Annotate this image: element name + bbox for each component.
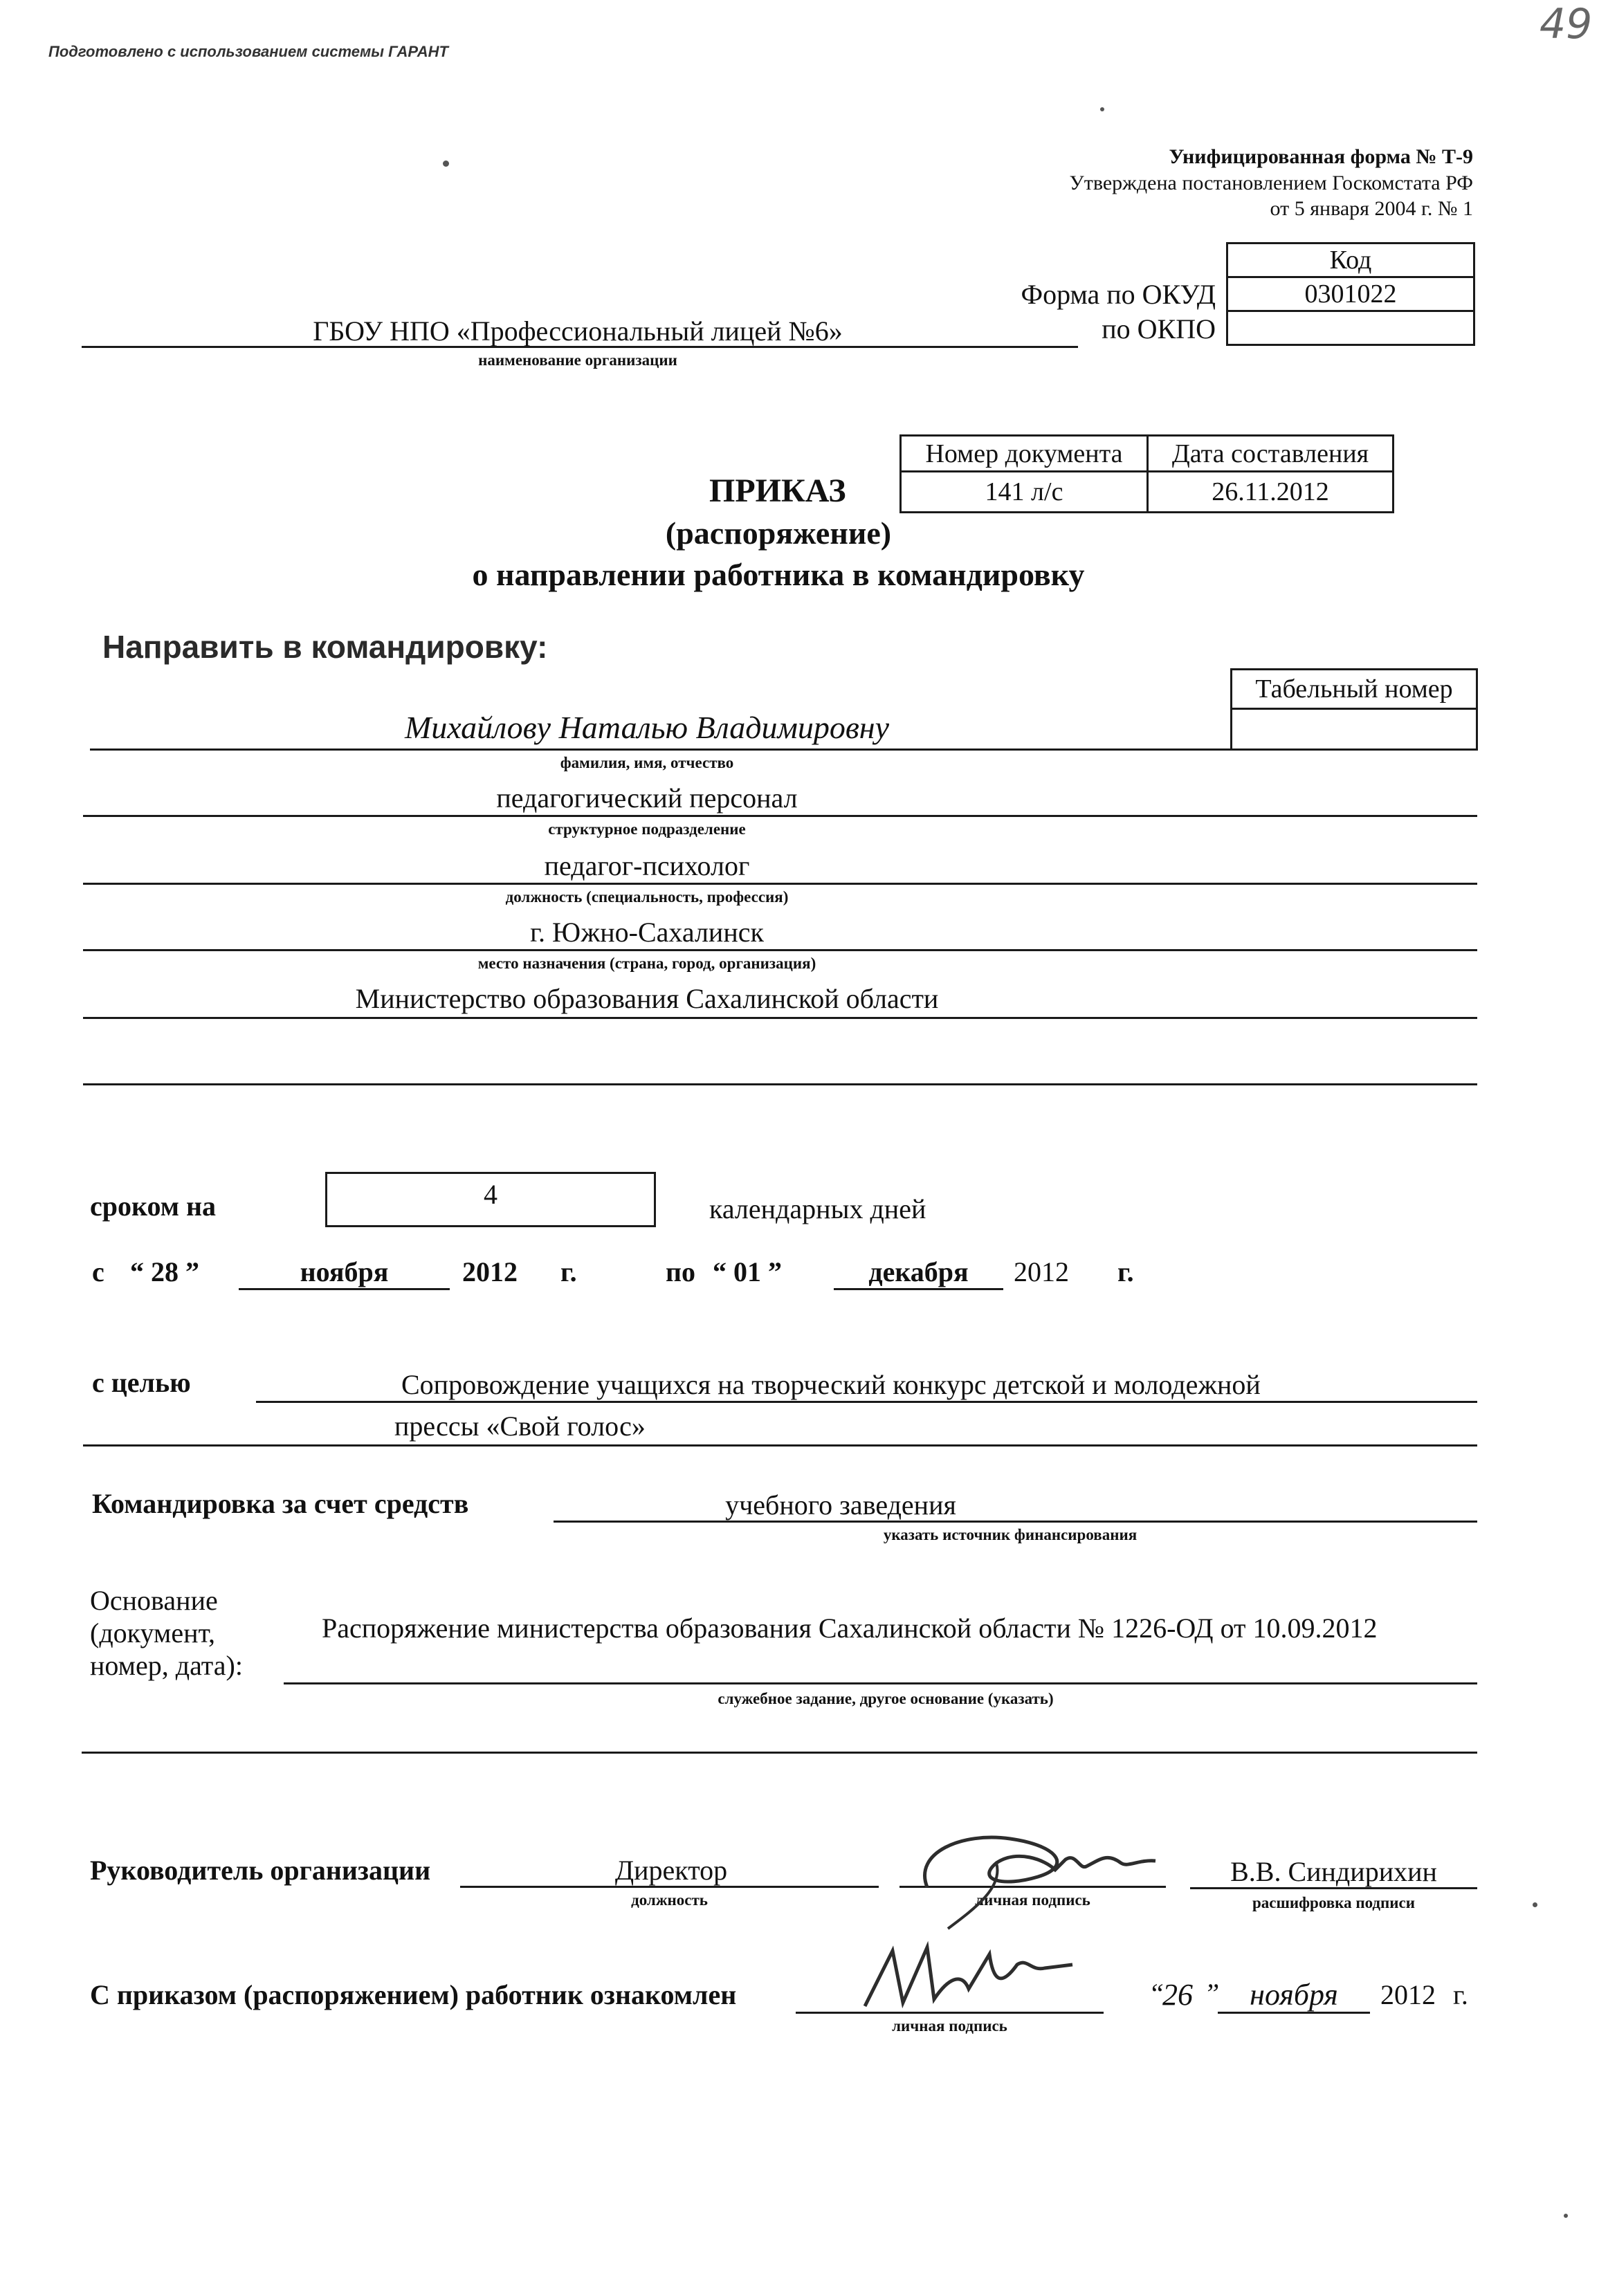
doc-date-header-cell: [1146, 434, 1394, 472]
to-year-suffix: г.: [1117, 1256, 1134, 1287]
funding-underline: [554, 1521, 1477, 1523]
doc-date-cell: [1146, 470, 1394, 513]
okud-label: Форма по ОКУД: [1021, 279, 1216, 310]
ack-month-underline: [1218, 2012, 1370, 2014]
destination-organization: Министерство образования Сахалинской области: [355, 983, 939, 1014]
tab-number-value-cell: [1230, 708, 1478, 751]
organization-caption: наименование организации: [478, 351, 677, 369]
from-year-suffix: г.: [560, 1256, 577, 1287]
doc-number-header-cell: [899, 434, 1149, 472]
from-day: “ 28 ”: [130, 1256, 199, 1287]
employee-full-name: Михайлову Наталью Владимировну: [404, 710, 890, 745]
purpose-line-1: Сопровождение учащихся на творческий конкурс детской и молодежной: [401, 1369, 1261, 1400]
doc-date-header: Дата составления: [1171, 439, 1369, 468]
basis-label-3: номер, дата):: [90, 1650, 243, 1681]
department-value: педагогический персонал: [496, 782, 798, 814]
to-day: “ 01 ”: [713, 1256, 782, 1287]
code-header: Код: [1329, 246, 1372, 275]
from-prefix: с: [92, 1256, 104, 1287]
ack-signature-scribble: [851, 1923, 1100, 2020]
approval-line-2: от 5 января 2004 г. № 1: [1270, 197, 1473, 220]
tab-number-header-cell: [1230, 668, 1478, 710]
approval-line-1: Утверждена постановлением Госкомстата РФ: [1069, 172, 1473, 194]
send-label: Направить в командировку:: [102, 629, 548, 665]
to-year: 2012: [1014, 1256, 1069, 1287]
days-value: 4: [484, 1179, 497, 1210]
organization-name: ГБОУ НПО «Профессиональный лицей №6»: [313, 315, 843, 347]
garant-note: Подготовлено с использованием системы ГАРАНТ: [48, 43, 448, 60]
to-month: декабря: [868, 1256, 969, 1287]
funding-label: Командировка за счет средств: [92, 1488, 469, 1519]
form-title: Унифицированная форма № Т-9: [1169, 145, 1473, 168]
scan-speck: [443, 160, 449, 167]
full-name-caption: фамилия, имя, отчество: [560, 754, 734, 771]
doc-number-header: Номер документа: [925, 439, 1123, 468]
purpose-label: с целью: [92, 1367, 191, 1398]
from-year: 2012: [462, 1256, 518, 1287]
days-label: календарных дней: [709, 1193, 926, 1224]
okpo-label: по ОКПО: [1102, 313, 1216, 345]
order-subtitle: (распоряжение): [665, 515, 892, 551]
decode-caption: расшифровка подписи: [1252, 1894, 1416, 1911]
order-purpose-title: о направлении работника в командировку: [472, 557, 1085, 592]
scan-speck: [1100, 107, 1104, 111]
organization-underline: [82, 346, 1078, 348]
from-month-underline: [239, 1288, 450, 1290]
to-prefix: по: [666, 1256, 696, 1287]
okpo-value-cell: [1226, 310, 1475, 346]
funding-caption: указать источник финансирования: [883, 1526, 1138, 1543]
ack-quote-open: “: [1149, 1978, 1164, 2009]
head-signature-caption: личная подпись: [975, 1891, 1090, 1909]
position-underline: [83, 883, 1477, 885]
head-signature-scribble: [899, 1811, 1169, 1936]
purpose-line-2: прессы «Свой голос»: [394, 1411, 646, 1442]
handwritten-page-number: 49: [1540, 0, 1593, 48]
purpose-underline-2: [83, 1444, 1477, 1447]
ack-label: С приказом (распоряжением) работник ознакомлен: [90, 1979, 737, 2010]
position-value: педагог-психолог: [544, 850, 750, 881]
full-name-underline: [90, 749, 1232, 751]
head-position: Директор: [614, 1855, 728, 1886]
basis-underline: [284, 1682, 1477, 1684]
ack-year: 2012: [1380, 1979, 1436, 2010]
position-caption: должность (специальность, профессия): [505, 888, 789, 906]
basis-label-2: (документ,: [90, 1617, 215, 1648]
ack-quote-close: ”: [1204, 1978, 1220, 2009]
destination-caption: место назначения (страна, город, организация): [477, 955, 816, 972]
purpose-underline-1: [256, 1401, 1477, 1403]
from-month: ноября: [300, 1256, 389, 1287]
basis-blank-line: [82, 1752, 1477, 1754]
doc-number-cell: [899, 470, 1149, 513]
destination-underline: [83, 949, 1477, 951]
ack-day: 26: [1162, 1978, 1193, 2012]
head-name: В.В. Синдирихин: [1230, 1856, 1437, 1887]
destination-city: г. Южно-Сахалинск: [530, 917, 764, 948]
scan-speck: [1533, 1902, 1537, 1907]
ack-signature-caption: личная подпись: [892, 2017, 1007, 2035]
funding-value: учебного заведения: [725, 1489, 956, 1521]
basis-value: Распоряжение министерства образования Сахалинской области № 1226-ОД от 10.09.2012: [322, 1613, 1378, 1644]
head-name-underline: [1190, 1887, 1477, 1889]
ack-month: ноября: [1250, 1978, 1338, 2012]
doc-date-value: 26.11.2012: [1212, 477, 1329, 506]
basis-caption: служебное задание, другое основание (указать): [718, 1690, 1054, 1707]
department-caption: структурное подразделение: [548, 820, 746, 838]
destination-org-underline: [83, 1017, 1477, 1019]
okud-value-cell: [1226, 276, 1475, 312]
blank-line: [83, 1083, 1477, 1085]
ack-year-suffix: г.: [1453, 1979, 1468, 2010]
tab-number-header: Табельный номер: [1255, 674, 1453, 704]
doc-number-value: 141 л/с: [985, 477, 1063, 506]
okud-value: 0301022: [1304, 279, 1397, 309]
order-title: ПРИКАЗ: [709, 472, 846, 509]
head-position-underline: [460, 1886, 879, 1888]
term-label: сроком на: [90, 1191, 217, 1222]
basis-label-1: Основание: [90, 1585, 218, 1616]
department-underline: [83, 815, 1477, 817]
code-header-cell: [1226, 242, 1475, 278]
to-month-underline: [834, 1288, 1003, 1290]
scan-speck: [1564, 2214, 1568, 2218]
position-caption-bottom: должность: [631, 1891, 708, 1909]
head-label: Руководитель организации: [90, 1855, 431, 1886]
